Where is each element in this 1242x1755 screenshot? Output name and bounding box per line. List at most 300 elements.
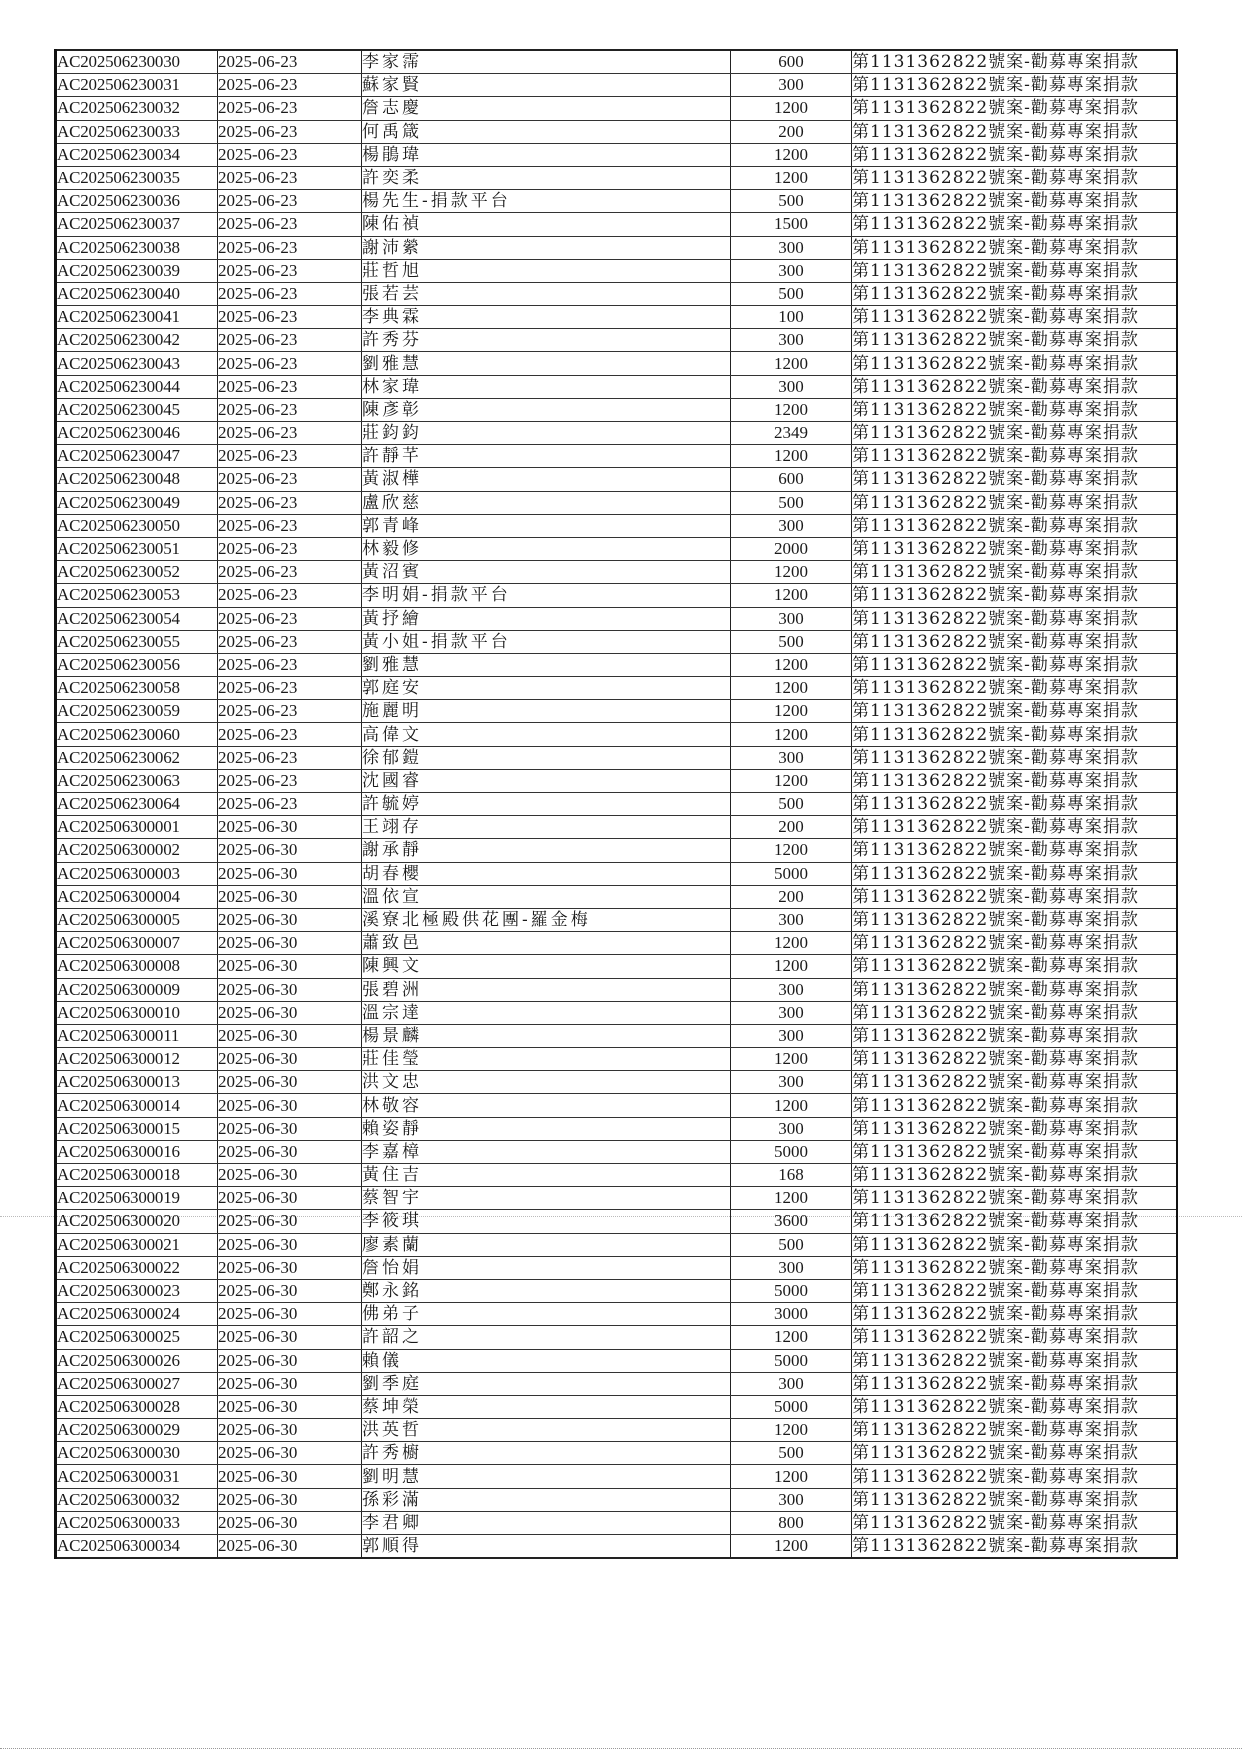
amount-cell: 1200	[731, 1094, 852, 1117]
receipt-id-cell: AC202506300028	[56, 1395, 218, 1418]
date-cell: 2025-06-23	[218, 398, 362, 421]
note-cell: 第1131362822號案-勸募專案捐款	[852, 769, 1178, 792]
amount-cell: 1200	[731, 1048, 852, 1071]
date-cell: 2025-06-23	[218, 445, 362, 468]
note-cell: 第1131362822號案-勸募專案捐款	[852, 607, 1178, 630]
amount-cell: 300	[731, 236, 852, 259]
date-cell: 2025-06-23	[218, 584, 362, 607]
date-cell: 2025-06-30	[218, 1164, 362, 1187]
table-row	[56, 1094, 1178, 1117]
date-cell: 2025-06-30	[218, 1488, 362, 1511]
note-cell: 第1131362822號案-勸募專案捐款	[852, 514, 1178, 537]
date-cell: 2025-06-23	[218, 561, 362, 584]
amount-cell: 500	[731, 282, 852, 305]
receipt-id-cell: AC202506300016	[56, 1140, 218, 1163]
note-cell: 第1131362822號案-勸募專案捐款	[852, 1349, 1178, 1372]
date-cell: 2025-06-23	[218, 375, 362, 398]
table-row	[56, 932, 1178, 955]
table-row	[56, 1488, 1178, 1511]
note-cell: 第1131362822號案-勸募專案捐款	[852, 653, 1178, 676]
donor-name-cell: 許韶之	[362, 1326, 731, 1349]
amount-cell: 1200	[731, 769, 852, 792]
table-row	[56, 1349, 1178, 1372]
date-cell: 2025-06-23	[218, 190, 362, 213]
note-cell: 第1131362822號案-勸募專案捐款	[852, 908, 1178, 931]
donor-name-cell: 林毅修	[362, 537, 731, 560]
amount-cell: 1200	[731, 839, 852, 862]
receipt-id-cell: AC202506230060	[56, 723, 218, 746]
table-row	[56, 445, 1178, 468]
table-row	[56, 978, 1178, 1001]
donor-name-cell: 楊先生-捐款平台	[362, 190, 731, 213]
receipt-id-cell: AC202506300001	[56, 816, 218, 839]
amount-cell: 5000	[731, 1279, 852, 1302]
table-row	[56, 769, 1178, 792]
amount-cell: 1200	[731, 700, 852, 723]
amount-cell: 500	[731, 1442, 852, 1465]
date-cell: 2025-06-30	[218, 1117, 362, 1140]
donation-ledger-table	[54, 49, 1178, 1559]
receipt-id-cell: AC202506230045	[56, 398, 218, 421]
table-row	[56, 1024, 1178, 1047]
donor-name-cell: 陳興文	[362, 955, 731, 978]
donor-name-cell: 郭順得	[362, 1535, 731, 1559]
receipt-id-cell: AC202506300025	[56, 1326, 218, 1349]
donor-name-cell: 楊鵑瑋	[362, 143, 731, 166]
table-row	[56, 1535, 1178, 1559]
date-cell: 2025-06-23	[218, 537, 362, 560]
table-row	[56, 213, 1178, 236]
table-row	[56, 329, 1178, 352]
date-cell: 2025-06-23	[218, 491, 362, 514]
amount-cell: 300	[731, 259, 852, 282]
table-row	[56, 1326, 1178, 1349]
note-cell: 第1131362822號案-勸募專案捐款	[852, 1465, 1178, 1488]
amount-cell: 300	[731, 1071, 852, 1094]
date-cell: 2025-06-30	[218, 1233, 362, 1256]
table-row	[56, 74, 1178, 97]
receipt-id-cell: AC202506230053	[56, 584, 218, 607]
donor-name-cell: 胡春櫻	[362, 862, 731, 885]
date-cell: 2025-06-30	[218, 1511, 362, 1534]
receipt-id-cell: AC202506300024	[56, 1303, 218, 1326]
receipt-id-cell: AC202506300004	[56, 885, 218, 908]
table-row	[56, 1071, 1178, 1094]
donor-name-cell: 蔡智宇	[362, 1187, 731, 1210]
date-cell: 2025-06-23	[218, 166, 362, 189]
donor-name-cell: 楊景麟	[362, 1024, 731, 1047]
note-cell: 第1131362822號案-勸募專案捐款	[852, 1419, 1178, 1442]
note-cell: 第1131362822號案-勸募專案捐款	[852, 1511, 1178, 1534]
note-cell: 第1131362822號案-勸募專案捐款	[852, 352, 1178, 375]
note-cell: 第1131362822號案-勸募專案捐款	[852, 259, 1178, 282]
date-cell: 2025-06-23	[218, 143, 362, 166]
amount-cell: 1200	[731, 955, 852, 978]
note-cell: 第1131362822號案-勸募專案捐款	[852, 329, 1178, 352]
donor-name-cell: 陳佑禎	[362, 213, 731, 236]
note-cell: 第1131362822號案-勸募專案捐款	[852, 537, 1178, 560]
donor-name-cell: 溫依宣	[362, 885, 731, 908]
donor-name-cell: 李筱琪	[362, 1210, 731, 1233]
amount-cell: 300	[731, 1488, 852, 1511]
table-row	[56, 584, 1178, 607]
amount-cell: 300	[731, 74, 852, 97]
donor-name-cell: 蔡坤榮	[362, 1395, 731, 1418]
receipt-id-cell: AC202506230051	[56, 537, 218, 560]
receipt-id-cell: AC202506230043	[56, 352, 218, 375]
receipt-id-cell: AC202506300007	[56, 932, 218, 955]
table-row	[56, 190, 1178, 213]
date-cell: 2025-06-30	[218, 862, 362, 885]
receipt-id-cell: AC202506230040	[56, 282, 218, 305]
note-cell: 第1131362822號案-勸募專案捐款	[852, 561, 1178, 584]
amount-cell: 1200	[731, 97, 852, 120]
table-row	[56, 282, 1178, 305]
date-cell: 2025-06-23	[218, 236, 362, 259]
donor-name-cell: 林敬容	[362, 1094, 731, 1117]
receipt-id-cell: AC202506230046	[56, 422, 218, 445]
amount-cell: 1200	[731, 584, 852, 607]
donor-name-cell: 謝承靜	[362, 839, 731, 862]
note-cell: 第1131362822號案-勸募專案捐款	[852, 166, 1178, 189]
table-row	[56, 1279, 1178, 1302]
receipt-id-cell: AC202506230049	[56, 491, 218, 514]
note-cell: 第1131362822號案-勸募專案捐款	[852, 120, 1178, 143]
amount-cell: 1200	[731, 398, 852, 421]
table-row	[56, 630, 1178, 653]
receipt-id-cell: AC202506230047	[56, 445, 218, 468]
note-cell: 第1131362822號案-勸募專案捐款	[852, 213, 1178, 236]
table-row	[56, 653, 1178, 676]
table-row	[56, 700, 1178, 723]
date-cell: 2025-06-23	[218, 352, 362, 375]
receipt-id-cell: AC202506300013	[56, 1071, 218, 1094]
receipt-id-cell: AC202506300010	[56, 1001, 218, 1024]
donor-name-cell: 蕭致邑	[362, 932, 731, 955]
receipt-id-cell: AC202506230054	[56, 607, 218, 630]
amount-cell: 5000	[731, 1349, 852, 1372]
note-cell: 第1131362822號案-勸募專案捐款	[852, 1395, 1178, 1418]
receipt-id-cell: AC202506230039	[56, 259, 218, 282]
date-cell: 2025-06-30	[218, 1071, 362, 1094]
date-cell: 2025-06-30	[218, 1465, 362, 1488]
receipt-id-cell: AC202506230042	[56, 329, 218, 352]
table-row	[56, 422, 1178, 445]
donor-name-cell: 盧欣慈	[362, 491, 731, 514]
receipt-id-cell: AC202506300002	[56, 839, 218, 862]
donor-name-cell: 李君卿	[362, 1511, 731, 1534]
receipt-id-cell: AC202506230062	[56, 746, 218, 769]
table-row	[56, 1303, 1178, 1326]
note-cell: 第1131362822號案-勸募專案捐款	[852, 793, 1178, 816]
amount-cell: 3600	[731, 1210, 852, 1233]
note-cell: 第1131362822號案-勸募專案捐款	[852, 700, 1178, 723]
amount-cell: 3000	[731, 1303, 852, 1326]
date-cell: 2025-06-23	[218, 514, 362, 537]
note-cell: 第1131362822號案-勸募專案捐款	[852, 1372, 1178, 1395]
table-row	[56, 816, 1178, 839]
note-cell: 第1131362822號案-勸募專案捐款	[852, 816, 1178, 839]
note-cell: 第1131362822號案-勸募專案捐款	[852, 306, 1178, 329]
date-cell: 2025-06-30	[218, 839, 362, 862]
amount-cell: 600	[731, 50, 852, 74]
donor-name-cell: 劉季庭	[362, 1372, 731, 1395]
receipt-id-cell: AC202506300009	[56, 978, 218, 1001]
amount-cell: 200	[731, 885, 852, 908]
amount-cell: 500	[731, 491, 852, 514]
donor-name-cell: 蘇家賢	[362, 74, 731, 97]
table-row	[56, 50, 1178, 74]
note-cell: 第1131362822號案-勸募專案捐款	[852, 1048, 1178, 1071]
note-cell: 第1131362822號案-勸募專案捐款	[852, 236, 1178, 259]
amount-cell: 500	[731, 190, 852, 213]
note-cell: 第1131362822號案-勸募專案捐款	[852, 1094, 1178, 1117]
note-cell: 第1131362822號案-勸募專案捐款	[852, 468, 1178, 491]
date-cell: 2025-06-23	[218, 74, 362, 97]
table-row	[56, 723, 1178, 746]
note-cell: 第1131362822號案-勸募專案捐款	[852, 1001, 1178, 1024]
receipt-id-cell: AC202506300027	[56, 1372, 218, 1395]
receipt-id-cell: AC202506230048	[56, 468, 218, 491]
date-cell: 2025-06-30	[218, 908, 362, 931]
donor-name-cell: 許靜芊	[362, 445, 731, 468]
note-cell: 第1131362822號案-勸募專案捐款	[852, 97, 1178, 120]
amount-cell: 1200	[731, 1187, 852, 1210]
amount-cell: 1200	[731, 1465, 852, 1488]
amount-cell: 600	[731, 468, 852, 491]
table-row	[56, 398, 1178, 421]
receipt-id-cell: AC202506230064	[56, 793, 218, 816]
donor-name-cell: 黃小姐-捐款平台	[362, 630, 731, 653]
amount-cell: 300	[731, 514, 852, 537]
note-cell: 第1131362822號案-勸募專案捐款	[852, 1024, 1178, 1047]
donor-name-cell: 高偉文	[362, 723, 731, 746]
amount-cell: 300	[731, 329, 852, 352]
amount-cell: 1200	[731, 143, 852, 166]
amount-cell: 1200	[731, 1326, 852, 1349]
donor-name-cell: 王翊存	[362, 816, 731, 839]
receipt-id-cell: AC202506230034	[56, 143, 218, 166]
donor-name-cell: 陳彥彰	[362, 398, 731, 421]
receipt-id-cell: AC202506300019	[56, 1187, 218, 1210]
receipt-id-cell: AC202506300014	[56, 1094, 218, 1117]
amount-cell: 300	[731, 746, 852, 769]
note-cell: 第1131362822號案-勸募專案捐款	[852, 1279, 1178, 1302]
receipt-id-cell: AC202506300033	[56, 1511, 218, 1534]
date-cell: 2025-06-30	[218, 1140, 362, 1163]
amount-cell: 1200	[731, 352, 852, 375]
ledger-body	[56, 50, 1178, 1558]
amount-cell: 200	[731, 120, 852, 143]
donor-name-cell: 許毓婷	[362, 793, 731, 816]
table-row	[56, 1256, 1178, 1279]
note-cell: 第1131362822號案-勸募專案捐款	[852, 978, 1178, 1001]
table-row	[56, 143, 1178, 166]
receipt-id-cell: AC202506230055	[56, 630, 218, 653]
note-cell: 第1131362822號案-勸募專案捐款	[852, 74, 1178, 97]
amount-cell: 300	[731, 1001, 852, 1024]
date-cell: 2025-06-23	[218, 630, 362, 653]
receipt-id-cell: AC202506230030	[56, 50, 218, 74]
donor-name-cell: 佛弟子	[362, 1303, 731, 1326]
receipt-id-cell: AC202506300015	[56, 1117, 218, 1140]
donor-name-cell: 劉明慧	[362, 1465, 731, 1488]
table-row	[56, 1164, 1178, 1187]
date-cell: 2025-06-23	[218, 422, 362, 445]
receipt-id-cell: AC202506300031	[56, 1465, 218, 1488]
note-cell: 第1131362822號案-勸募專案捐款	[852, 422, 1178, 445]
table-row	[56, 793, 1178, 816]
note-cell: 第1131362822號案-勸募專案捐款	[852, 885, 1178, 908]
amount-cell: 300	[731, 1024, 852, 1047]
amount-cell: 1200	[731, 932, 852, 955]
donor-name-cell: 詹志慶	[362, 97, 731, 120]
donor-name-cell: 張碧洲	[362, 978, 731, 1001]
amount-cell: 500	[731, 1233, 852, 1256]
amount-cell: 500	[731, 793, 852, 816]
receipt-id-cell: AC202506230052	[56, 561, 218, 584]
amount-cell: 1200	[731, 653, 852, 676]
table-row	[56, 746, 1178, 769]
receipt-id-cell: AC202506230059	[56, 700, 218, 723]
note-cell: 第1131362822號案-勸募專案捐款	[852, 1256, 1178, 1279]
note-cell: 第1131362822號案-勸募專案捐款	[852, 746, 1178, 769]
date-cell: 2025-06-30	[218, 1279, 362, 1302]
table-row	[56, 352, 1178, 375]
amount-cell: 1200	[731, 166, 852, 189]
donor-name-cell: 沈國睿	[362, 769, 731, 792]
table-row	[56, 1465, 1178, 1488]
amount-cell: 300	[731, 1117, 852, 1140]
receipt-id-cell: AC202506230032	[56, 97, 218, 120]
donor-name-cell: 洪文忠	[362, 1071, 731, 1094]
date-cell: 2025-06-23	[218, 50, 362, 74]
receipt-id-cell: AC202506300023	[56, 1279, 218, 1302]
date-cell: 2025-06-23	[218, 306, 362, 329]
receipt-id-cell: AC202506300029	[56, 1419, 218, 1442]
table-row	[56, 885, 1178, 908]
receipt-id-cell: AC202506230063	[56, 769, 218, 792]
date-cell: 2025-06-30	[218, 1303, 362, 1326]
amount-cell: 1200	[731, 445, 852, 468]
table-row	[56, 514, 1178, 537]
note-cell: 第1131362822號案-勸募專案捐款	[852, 282, 1178, 305]
date-cell: 2025-06-23	[218, 746, 362, 769]
donor-name-cell: 莊佳瑩	[362, 1048, 731, 1071]
table-row	[56, 120, 1178, 143]
amount-cell: 100	[731, 306, 852, 329]
amount-cell: 300	[731, 1372, 852, 1395]
date-cell: 2025-06-30	[218, 1419, 362, 1442]
amount-cell: 5000	[731, 862, 852, 885]
note-cell: 第1131362822號案-勸募專案捐款	[852, 375, 1178, 398]
date-cell: 2025-06-30	[218, 1094, 362, 1117]
donor-name-cell: 洪英哲	[362, 1419, 731, 1442]
date-cell: 2025-06-30	[218, 1024, 362, 1047]
receipt-id-cell: AC202506300012	[56, 1048, 218, 1071]
date-cell: 2025-06-23	[218, 468, 362, 491]
receipt-id-cell: AC202506300008	[56, 955, 218, 978]
receipt-id-cell: AC202506300020	[56, 1210, 218, 1233]
receipt-id-cell: AC202506300018	[56, 1164, 218, 1187]
date-cell: 2025-06-30	[218, 1210, 362, 1233]
table-row	[56, 166, 1178, 189]
donor-name-cell: 黃淑樺	[362, 468, 731, 491]
date-cell: 2025-06-23	[218, 723, 362, 746]
table-row	[56, 97, 1178, 120]
receipt-id-cell: AC202506300034	[56, 1535, 218, 1559]
donor-name-cell: 鄭永銘	[362, 1279, 731, 1302]
receipt-id-cell: AC202506230035	[56, 166, 218, 189]
note-cell: 第1131362822號案-勸募專案捐款	[852, 584, 1178, 607]
date-cell: 2025-06-23	[218, 653, 362, 676]
amount-cell: 300	[731, 607, 852, 630]
note-cell: 第1131362822號案-勸募專案捐款	[852, 862, 1178, 885]
table-row	[56, 862, 1178, 885]
table-row	[56, 607, 1178, 630]
donor-name-cell: 溫宗達	[362, 1001, 731, 1024]
note-cell: 第1131362822號案-勸募專案捐款	[852, 398, 1178, 421]
note-cell: 第1131362822號案-勸募專案捐款	[852, 1535, 1178, 1559]
date-cell: 2025-06-30	[218, 978, 362, 1001]
note-cell: 第1131362822號案-勸募專案捐款	[852, 723, 1178, 746]
note-cell: 第1131362822號案-勸募專案捐款	[852, 1442, 1178, 1465]
table-row	[56, 537, 1178, 560]
donor-name-cell: 李典霖	[362, 306, 731, 329]
donor-name-cell: 李明娟-捐款平台	[362, 584, 731, 607]
amount-cell: 200	[731, 816, 852, 839]
note-cell: 第1131362822號案-勸募專案捐款	[852, 1233, 1178, 1256]
table-row	[56, 306, 1178, 329]
receipt-id-cell: AC202506230036	[56, 190, 218, 213]
receipt-id-cell: AC202506300021	[56, 1233, 218, 1256]
table-row	[56, 1372, 1178, 1395]
table-row	[56, 955, 1178, 978]
table-row	[56, 259, 1178, 282]
table-row	[56, 839, 1178, 862]
amount-cell: 168	[731, 1164, 852, 1187]
receipt-id-cell: AC202506230058	[56, 677, 218, 700]
note-cell: 第1131362822號案-勸募專案捐款	[852, 932, 1178, 955]
amount-cell: 300	[731, 908, 852, 931]
table-row	[56, 1419, 1178, 1442]
table-row	[56, 677, 1178, 700]
receipt-id-cell: AC202506300026	[56, 1349, 218, 1372]
note-cell: 第1131362822號案-勸募專案捐款	[852, 143, 1178, 166]
table-row	[56, 491, 1178, 514]
table-row	[56, 1001, 1178, 1024]
donor-name-cell: 張若芸	[362, 282, 731, 305]
date-cell: 2025-06-30	[218, 1349, 362, 1372]
receipt-id-cell: AC202506230031	[56, 74, 218, 97]
table-row	[56, 236, 1178, 259]
note-cell: 第1131362822號案-勸募專案捐款	[852, 1326, 1178, 1349]
amount-cell: 1200	[731, 1419, 852, 1442]
receipt-id-cell: AC202506230044	[56, 375, 218, 398]
date-cell: 2025-06-30	[218, 1326, 362, 1349]
table-row	[56, 1187, 1178, 1210]
donor-name-cell: 廖素蘭	[362, 1233, 731, 1256]
receipt-id-cell: AC202506300011	[56, 1024, 218, 1047]
donor-name-cell: 孫彩滿	[362, 1488, 731, 1511]
table-row	[56, 468, 1178, 491]
date-cell: 2025-06-23	[218, 700, 362, 723]
donor-name-cell: 黃沼賓	[362, 561, 731, 584]
date-cell: 2025-06-23	[218, 97, 362, 120]
donor-name-cell: 黃住吉	[362, 1164, 731, 1187]
date-cell: 2025-06-30	[218, 1001, 362, 1024]
date-cell: 2025-06-23	[218, 329, 362, 352]
